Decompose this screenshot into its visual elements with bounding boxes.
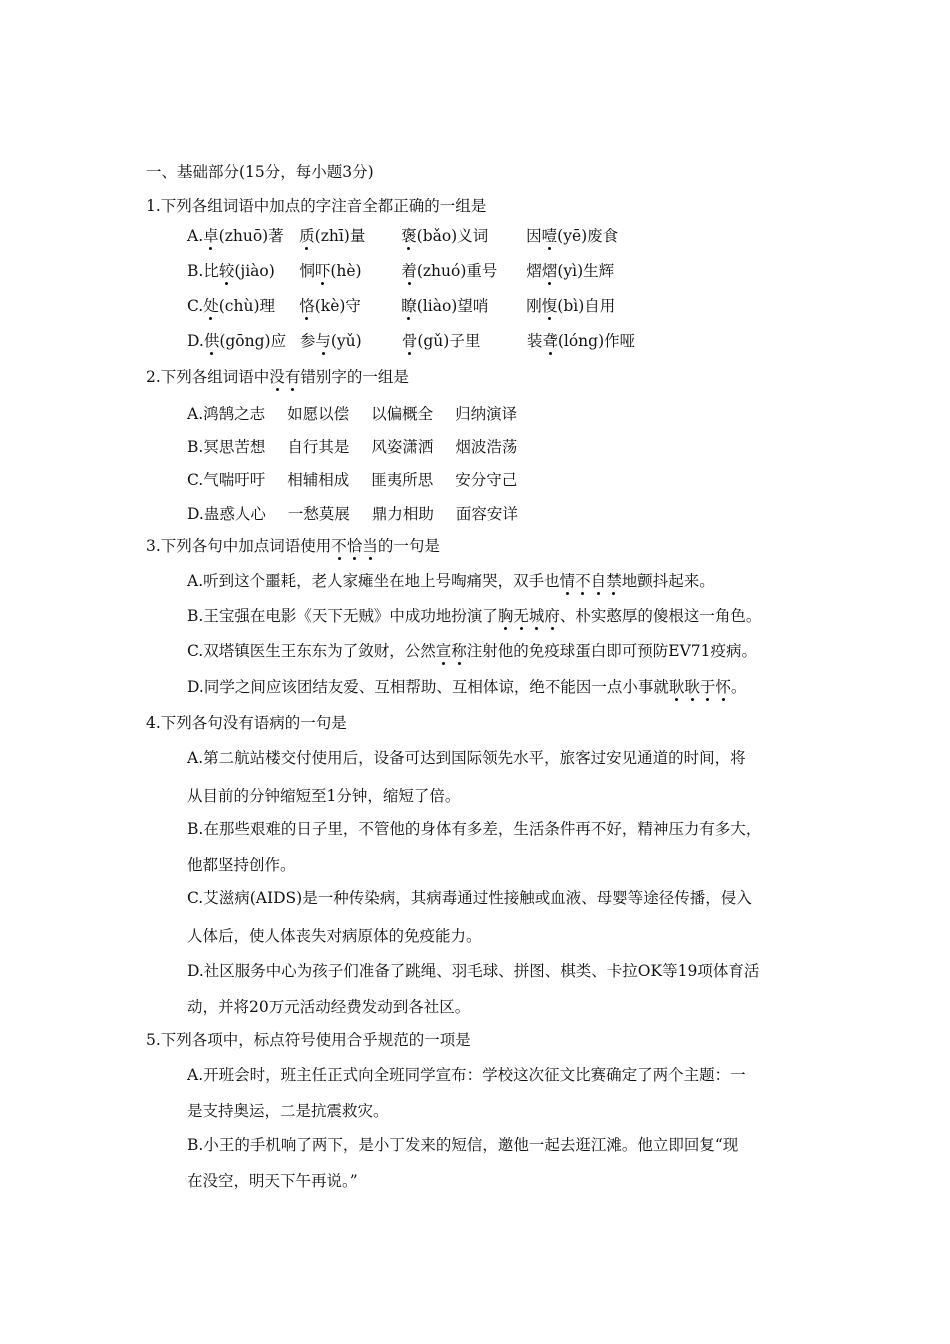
dotted-char: 有 bbox=[284, 368, 301, 386]
q5-option-a-line1: A.开班会时，班主任正式向全班同学宣布：学校这次征文比赛确定了两个主题：一 bbox=[187, 1066, 746, 1084]
dotted-char: 禁 bbox=[606, 572, 622, 590]
dotted-char: 处 bbox=[203, 297, 219, 315]
dotted-word bbox=[436, 642, 467, 660]
dotted-char: 聋 bbox=[542, 332, 558, 350]
dotted-word bbox=[669, 678, 731, 696]
dotted-char: 府 bbox=[544, 607, 560, 625]
dotted-char: 质 bbox=[299, 227, 315, 245]
q2-option-a: A.鸿鹄之志 如愿以偿 以偏概全 归纳演译 bbox=[187, 405, 518, 423]
dotted-word bbox=[498, 607, 560, 625]
q2-option-c: C.气喘吁吁 相辅相成 匪夷所思 安分守己 bbox=[187, 471, 518, 489]
q3-option-b: B.王宝强在电影《天下无贼》中成功地扮演了胸无城府、朴实憨厚的傻根这一角色。 bbox=[187, 607, 762, 625]
dotted-char: 愎 bbox=[541, 297, 558, 315]
dotted-char: 熠 bbox=[541, 262, 558, 280]
q5-option-b-line2: 在没空，明天下午再说。” bbox=[187, 1172, 358, 1190]
dotted-char: 情 bbox=[559, 572, 576, 590]
dotted-char: 胸 bbox=[497, 607, 514, 625]
dotted-char: 供 bbox=[203, 332, 220, 350]
q3-option-a: A.听到这个噩耗，老人家瘫坐在地上号啕痛哭，双手也情不自禁地颤抖起来。 bbox=[187, 572, 715, 590]
q5-option-b-line1: B.小王的手机响了两下，是小丁发来的短信，邀他一起去逛江滩。他立即回复“现 bbox=[187, 1136, 739, 1154]
dotted-char: 耿 bbox=[684, 678, 700, 696]
q4-option-a-line2: 从目前的分钟缩短至1分钟，缩短了倍。 bbox=[187, 787, 461, 805]
dotted-char: 恰 bbox=[346, 537, 363, 555]
dotted-char: 不 bbox=[575, 572, 591, 590]
q4-option-a-line1: A.第二航站楼交付使用后，设备可达到国际领先水平，旅客过安见通道的时间，将 bbox=[187, 749, 746, 767]
dotted-char: 耿 bbox=[668, 678, 685, 696]
q2-option-b: B.冥思苦想 自行其是 风姿潇洒 烟波浩荡 bbox=[187, 438, 518, 456]
dotted-char: 当 bbox=[362, 537, 378, 555]
question-1-stem: 1.下列各组词语中加点的字注音全都正确的一组是 bbox=[146, 197, 487, 215]
dotted-char: 瞭 bbox=[401, 297, 417, 315]
q4-option-b-line1: B.在那些艰难的日子里，不管他的身体有多差，生活条件再不好，精神压力有多大， bbox=[187, 820, 762, 838]
dotted-char: 吓 bbox=[314, 262, 331, 280]
dotted-char: 不 bbox=[331, 537, 347, 555]
question-5-stem: 5.下列各项中，标点符号使用合乎规范的一项是 bbox=[146, 1031, 471, 1049]
dotted-char: 称 bbox=[451, 642, 467, 660]
q4-option-b-line2: 他都坚持创作。 bbox=[187, 856, 296, 874]
q1-option-d: D.供(gōng)应 参与(yǔ) 骨(gǔ)子里 装聋(lóng)作哑 bbox=[187, 332, 636, 350]
dotted-char: 骨 bbox=[401, 332, 418, 350]
dotted-char: 卓 bbox=[203, 227, 219, 245]
dotted-char: 恪 bbox=[299, 297, 315, 315]
dotted-char: 着 bbox=[401, 262, 417, 280]
question-2-stem: 2.下列各组词语中没有错别字的一组是 bbox=[146, 368, 409, 386]
dotted-char: 噎 bbox=[541, 227, 558, 245]
dotted-char: 怀 bbox=[715, 678, 731, 696]
dotted-char: 没 bbox=[269, 368, 285, 386]
dotted-char: 与 bbox=[315, 332, 331, 350]
q4-option-c-line2: 人体后，使人体丧失对病原体的免疫能力。 bbox=[187, 927, 482, 945]
q4-option-c-line1: C.艾滋病(AIDS)是一种传染病，其病毒通过性接触或血液、母婴等途径传播，侵入 bbox=[187, 889, 752, 907]
q3-option-d: D.同学之间应该团结友爱、互相帮助、互相体谅，绝不能因一点小事就耿耿于怀。 bbox=[187, 678, 747, 696]
dotted-char: 褒 bbox=[401, 227, 417, 245]
dotted-char: 无 bbox=[513, 607, 529, 625]
dotted-char: 宣 bbox=[435, 642, 452, 660]
q2-option-d: D.蛊惑人心 一愁莫展 鼎力相助 面容安详 bbox=[187, 505, 518, 523]
q3-option-c: C.双塔镇医生王东东为了敛财，公然宣称注射他的免疫球蛋白即可预防EV71疫病。 bbox=[187, 642, 758, 660]
dotted-word bbox=[331, 537, 378, 555]
question-3-stem: 3.下列各句中加点词语使用不恰当的一句是 bbox=[146, 537, 440, 555]
q1-option-b: B.比较(jiào) 恫吓(hè) 着(zhuó)重号 熠熠(yì)生辉 bbox=[187, 262, 615, 280]
dotted-char: 城 bbox=[528, 607, 545, 625]
dotted-char: 于 bbox=[699, 678, 716, 696]
q1-option-c: C.处(chù)理 恪(kè)守 瞭(liào)望哨 刚愎(bì)自用 bbox=[187, 297, 616, 315]
dotted-word bbox=[560, 572, 622, 590]
dotted-char: 较 bbox=[218, 262, 235, 280]
dotted-word bbox=[269, 368, 300, 386]
q4-option-d-line1: D.社区服务中心为孩子们准备了跳绳、羽毛球、拼图、棋类、卡拉OK等19项体育活 bbox=[187, 962, 760, 980]
q5-option-a-line2: 是支持奥运，二是抗震救灾。 bbox=[187, 1102, 389, 1120]
dotted-char: 自 bbox=[590, 572, 607, 590]
q4-option-d-line2: 动，并将20万元活动经费发动到各社区。 bbox=[187, 998, 471, 1016]
question-4-stem: 4.下列各句没有语病的一句是 bbox=[146, 714, 347, 732]
section-title: 一、基础部分(15分，每小题3分) bbox=[146, 163, 374, 181]
q1-option-a: A.卓(zhuō)著 质(zhī)量 褒(bǎo)义词 因噎(yē)废食 bbox=[187, 227, 619, 245]
